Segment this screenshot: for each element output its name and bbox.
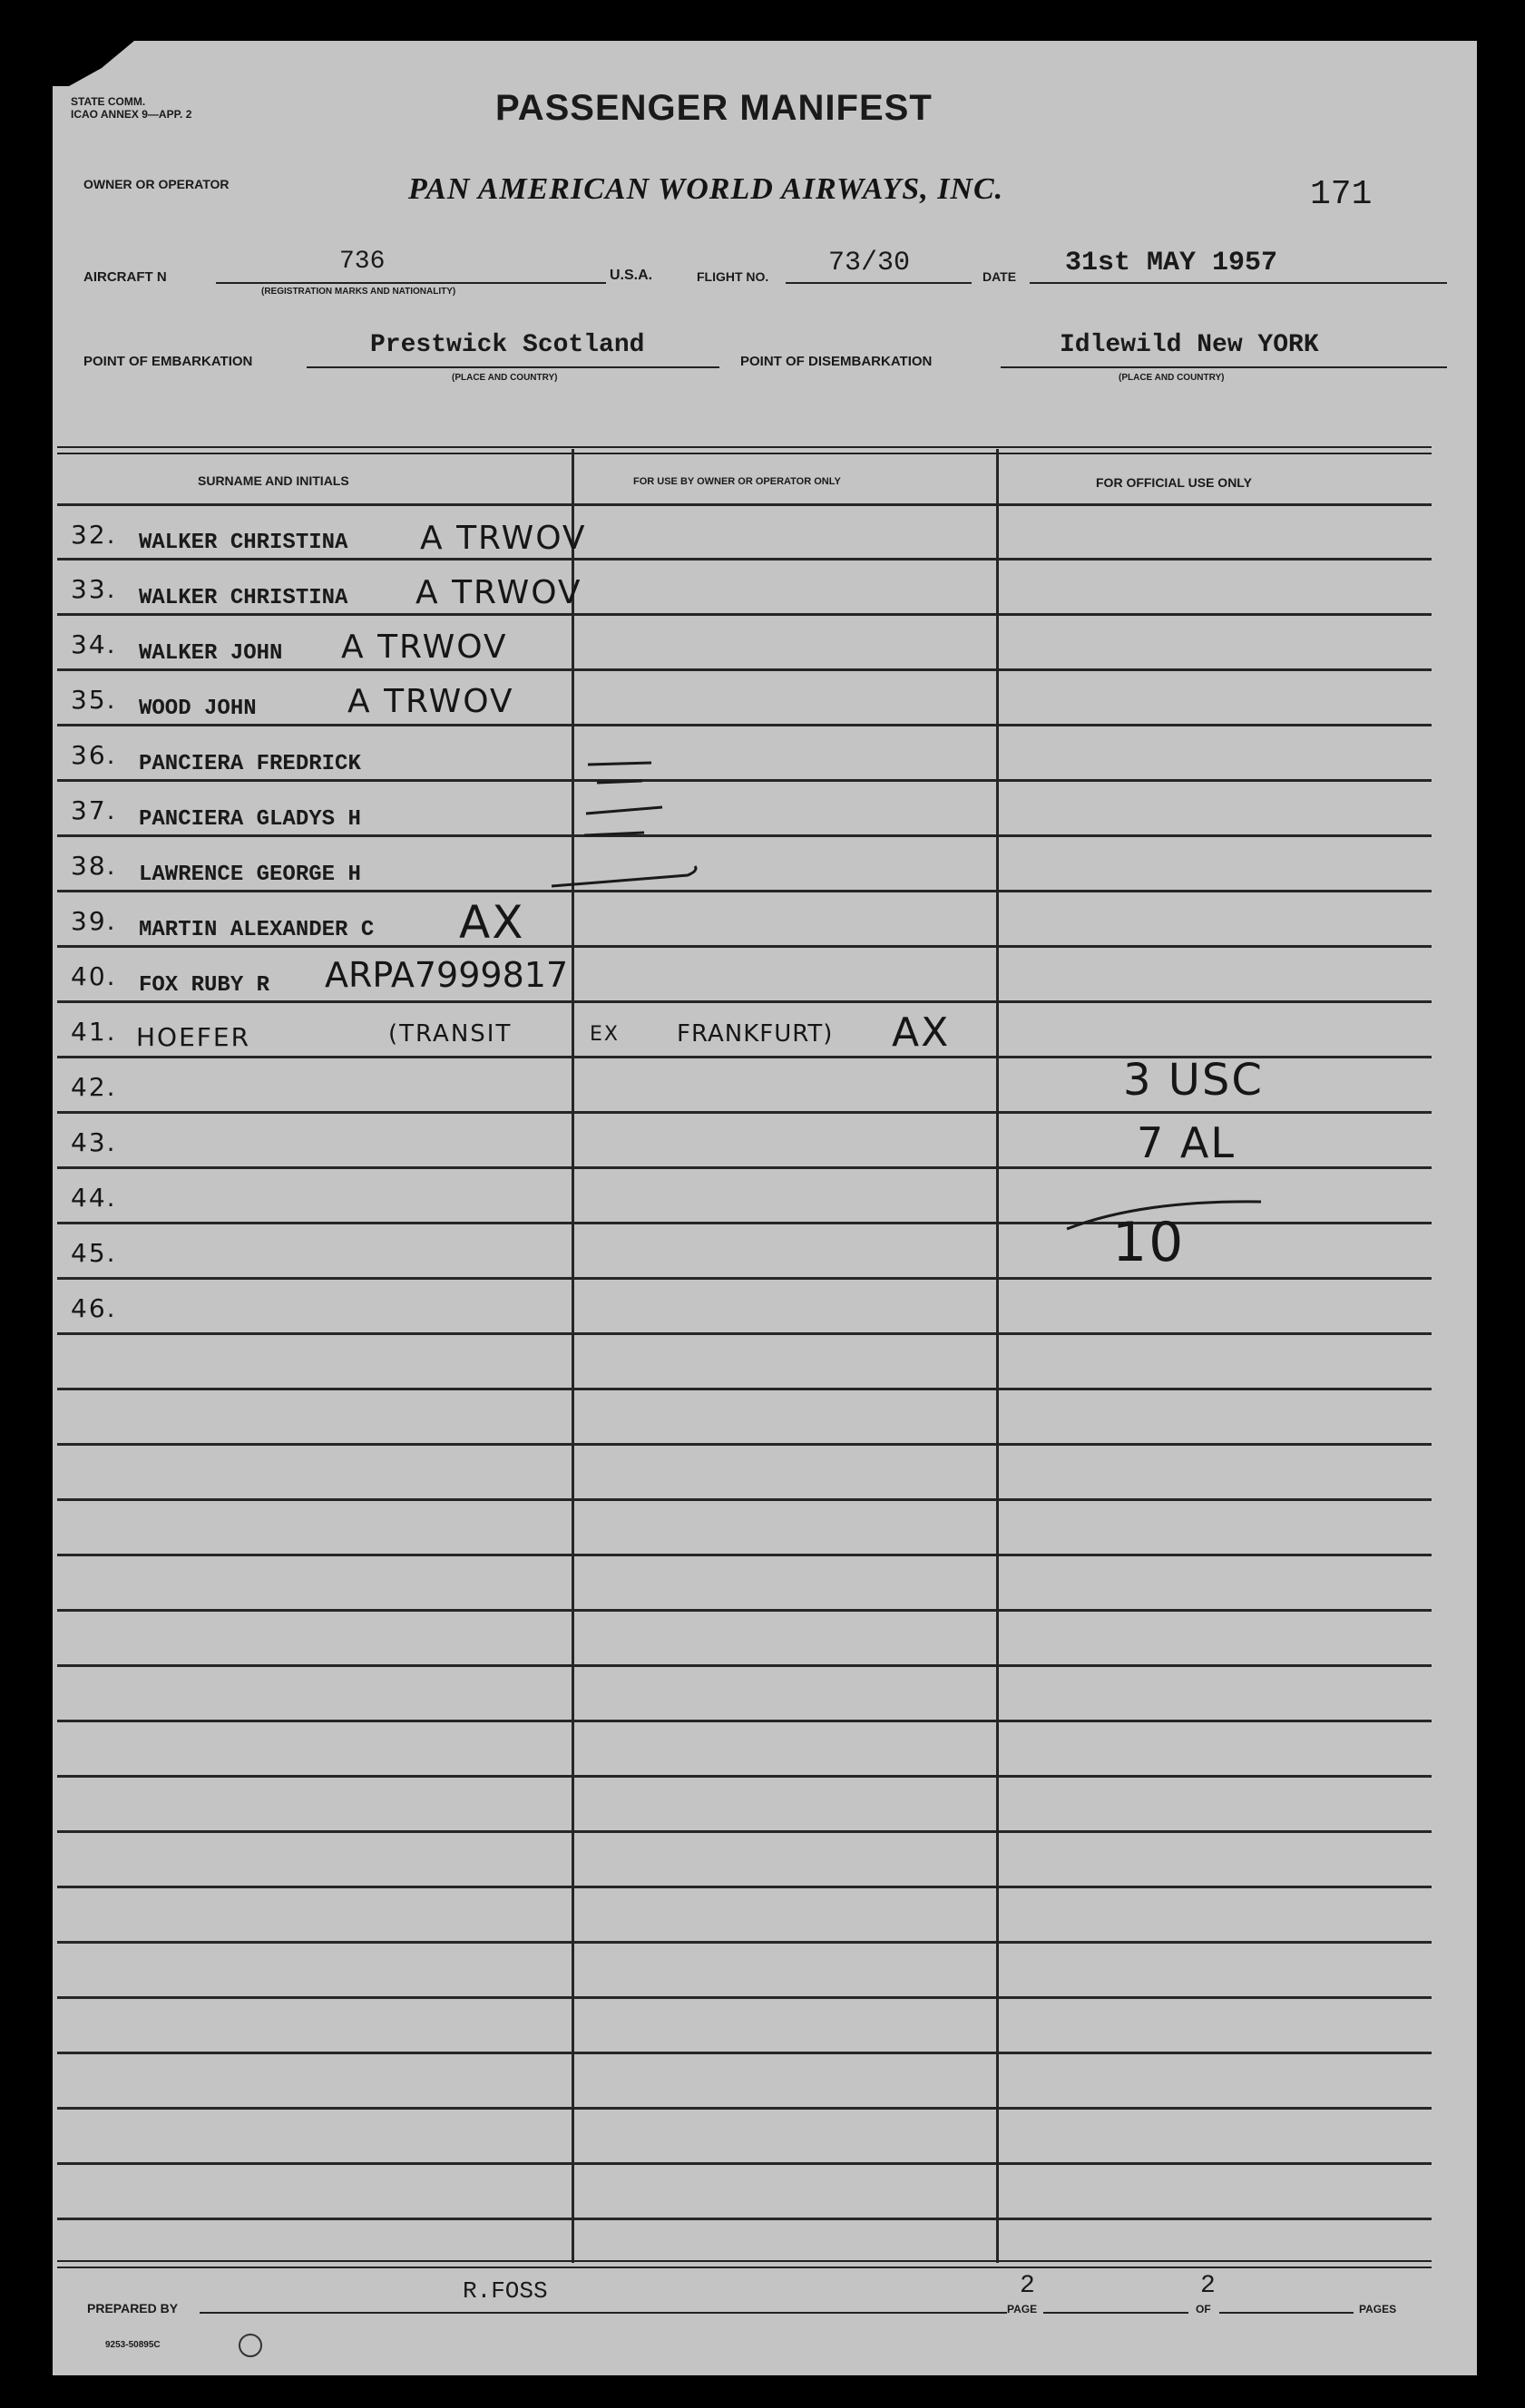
passenger-name: LAWRENCE GEORGE H — [139, 863, 361, 887]
passenger-name: WOOD JOHN — [139, 697, 257, 721]
union-seal-icon — [239, 2334, 262, 2357]
passenger-note: A TRWOV — [415, 574, 582, 611]
embarkation-value: Prestwick Scotland — [370, 331, 645, 359]
flight-label: FLIGHT NO. — [697, 269, 769, 284]
page-stamp: 171 — [1310, 175, 1373, 214]
passenger-note: AX — [459, 896, 525, 949]
date-label: DATE — [982, 269, 1017, 284]
page-title: PASSENGER MANIFEST — [495, 88, 933, 128]
flight-value: 73/30 — [828, 248, 911, 278]
passenger-note: ARPA7999817 — [325, 955, 569, 995]
aircraft-value: 736 — [339, 248, 386, 276]
owner-label: OWNER OR OPERATOR — [83, 177, 230, 191]
of-label: OF — [1196, 2303, 1211, 2315]
passenger-note: A TRWOV — [420, 520, 587, 557]
of-value: 2 — [1200, 2272, 1216, 2300]
passenger-name: PANCIERA FREDRICK — [139, 752, 361, 776]
passenger-name: HOEFER — [136, 1022, 251, 1052]
column-header-operator: FOR USE BY OWNER OR OPERATOR ONLY — [633, 476, 841, 487]
transit-city: FRANKFURT) — [677, 1020, 834, 1048]
tally-line-1: 3 USC — [1123, 1055, 1264, 1106]
embarkation-sub: (PLACE AND COUNTRY) — [452, 373, 558, 383]
tally-total: 10 — [1112, 1211, 1186, 1274]
passenger-name: WALKER CHRISTINA — [139, 531, 348, 555]
tally-line-2: 7 AL — [1137, 1118, 1236, 1167]
embarkation-label: POINT OF EMBARKATION — [83, 354, 253, 369]
passenger-name: FOX RUBY R — [139, 973, 270, 998]
date-value: 31st MAY 1957 — [1065, 248, 1278, 278]
prepared-value: R.FOSS — [463, 2277, 548, 2305]
passenger-name: MARTIN ALEXANDER C — [139, 918, 375, 942]
transit-ex: EX — [590, 1023, 620, 1046]
column-header-official: FOR OFFICIAL USE ONLY — [1096, 475, 1252, 490]
owner-name: PAN AMERICAN WORLD AIRWAYS, INC. — [408, 172, 1004, 206]
reference-line-1: STATE COMM. — [71, 95, 146, 108]
reference-line-2: ICAO ANNEX 9—APP. 2 — [71, 108, 192, 121]
disembarkation-value: Idlewild New YORK — [1060, 331, 1319, 359]
manifest-sheet: STATE COMM. ICAO ANNEX 9—APP. 2 PASSENGER MANIFEST OWNER OR OPERATOR PAN AMERICAN WORLD AIRWAYS, INC. 171 AIRCRAFT N 736 (REGISTRATION MARKS AND NATIONALITY) U.S.A. FLIGHT NO. 73/30 DATE 31st MAY 1957 POINT OF EMBARKATION Prestwick Scotland (PLACE AND COUNTRY) POINT OF DISEMBARKATION Idlewild New YORK (PLACE AND COUNTRY) SURNAME AND INITIALS FOR USE BY OWNER OR OPERATOR ONLY FOR OFFICIAL USE ONLY 32. WALKER CHRISTINA A TRWOV 33. WALKER CHRISTINA A TRWOV 34. WALKER JOHN A TRWOV 35. WOOD JOHN A TRWOV 36. PANCIERA FREDRICK 37. PANCIERA GLADYS H 38. LAWRENCE GEORGE H 39. MARTIN ALEXANDER C AX 40. FOX RUBY R ARPA7999817 41. HOEFER (TRANSIT EX FRANKFURT) AX 42. 43. 44. 45. 46. 3 USC 7 AL 10 PREPARED BY R.FOSS PAGE 2 OF 2 PAGES 9253-50895C — [53, 41, 1477, 2375]
pages-label: PAGES — [1359, 2303, 1397, 2315]
form-code: 9253-50895C — [105, 2340, 161, 2350]
column-header-surname: SURNAME AND INITIALS — [198, 473, 349, 488]
disembarkation-sub: (PLACE AND COUNTRY) — [1119, 373, 1225, 383]
passenger-note: A TRWOV — [341, 629, 508, 666]
handwritten-dashes — [543, 739, 742, 921]
prepared-label: PREPARED BY — [87, 2301, 179, 2315]
transit-code: AX — [892, 1009, 951, 1056]
aircraft-label: AIRCRAFT N — [83, 269, 167, 285]
disembarkation-label: POINT OF DISEMBARKATION — [740, 354, 933, 369]
usa-label: U.S.A. — [610, 268, 653, 283]
passenger-name: WALKER JOHN — [139, 641, 283, 666]
page-label: PAGE — [1007, 2303, 1038, 2315]
aircraft-sub: (REGISTRATION MARKS AND NATIONALITY) — [261, 287, 456, 297]
passenger-name: PANCIERA GLADYS H — [139, 807, 361, 832]
page-value: 2 — [1020, 2272, 1035, 2300]
passenger-note: A TRWOV — [347, 683, 514, 720]
passenger-note: (TRANSIT — [388, 1020, 513, 1048]
passenger-name: WALKER CHRISTINA — [139, 586, 348, 610]
torn-corner — [53, 41, 134, 86]
